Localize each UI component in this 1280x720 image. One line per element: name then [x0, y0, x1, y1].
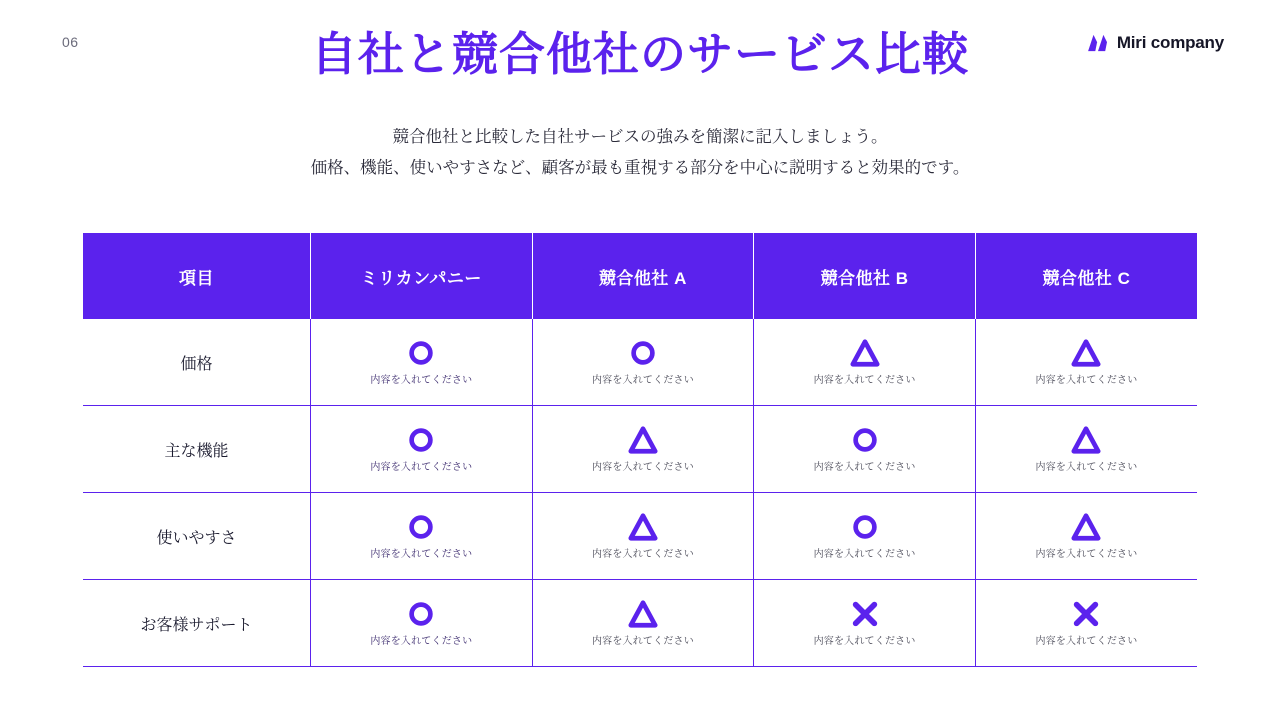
cell-note: 内容を入れてください — [370, 375, 473, 386]
cell-content — [755, 425, 974, 473]
column-header-item: 項目 — [83, 233, 311, 319]
table-row — [83, 319, 1197, 406]
triangle-icon — [1071, 512, 1101, 542]
row-label: 価格 — [83, 319, 311, 406]
brand-name: Miri company — [1116, 33, 1224, 52]
circle-icon — [850, 512, 880, 542]
cell-content — [977, 338, 1196, 386]
cell-content — [755, 512, 974, 560]
column-header-competitor-c: 競合他社 C — [975, 233, 1197, 319]
table-header-row — [83, 233, 1197, 319]
column-header-own-company: ミリカンパニー — [311, 233, 533, 319]
cell-note: 内容を入れてください — [813, 636, 916, 647]
page-title: 自社と競合他社のサービス比較 — [311, 28, 969, 80]
cell-content — [312, 338, 531, 386]
table-cell[interactable] — [754, 493, 976, 580]
table-row — [83, 406, 1197, 493]
column-header-competitor-a: 競合他社 A — [532, 233, 754, 319]
table-cell[interactable] — [975, 493, 1197, 580]
page-number: 06 — [62, 34, 79, 50]
cell-content — [534, 599, 753, 647]
triangle-icon — [1071, 425, 1101, 455]
triangle-icon — [628, 512, 658, 542]
table-cell[interactable] — [754, 319, 976, 406]
circle-icon — [406, 599, 436, 629]
table-cell[interactable] — [532, 406, 754, 493]
cell-content — [312, 599, 531, 647]
cell-content — [534, 425, 753, 473]
cell-note: 内容を入れてください — [370, 549, 473, 560]
row-label: 主な機能 — [83, 406, 311, 493]
comparison-table-container — [83, 233, 1197, 667]
cell-content — [755, 338, 974, 386]
cell-note: 内容を入れてください — [1035, 462, 1138, 473]
cell-content — [312, 512, 531, 560]
cell-note: 内容を入れてください — [591, 636, 694, 647]
cell-content — [977, 425, 1196, 473]
table-cell[interactable] — [975, 580, 1197, 667]
table-cell[interactable] — [532, 580, 754, 667]
cell-note: 内容を入れてください — [1035, 636, 1138, 647]
row-label: 使いやすさ — [83, 493, 311, 580]
triangle-icon — [1071, 338, 1101, 368]
table-row — [83, 493, 1197, 580]
circle-icon — [850, 425, 880, 455]
cell-note: 内容を入れてください — [591, 375, 694, 386]
triangle-icon — [628, 599, 658, 629]
cell-content — [755, 599, 974, 647]
cell-note: 内容を入れてください — [370, 636, 473, 647]
table-cell[interactable] — [975, 406, 1197, 493]
table-cell[interactable] — [754, 406, 976, 493]
subtitle-line-2: 価格、機能、使いやすさなど、顧客が最も重視する部分を中心に説明すると効果的です。 — [310, 158, 970, 177]
circle-icon — [628, 338, 658, 368]
cell-content — [977, 599, 1196, 647]
table-cell[interactable] — [532, 493, 754, 580]
slide-subtitle — [0, 122, 1280, 183]
cell-content — [312, 425, 531, 473]
cell-note: 内容を入れてください — [1035, 375, 1138, 386]
cell-note: 内容を入れてください — [813, 549, 916, 560]
table-cell[interactable] — [532, 319, 754, 406]
circle-icon — [406, 425, 436, 455]
table-cell[interactable] — [754, 580, 976, 667]
table-body — [83, 319, 1197, 667]
cell-content — [534, 338, 753, 386]
cell-note: 内容を入れてください — [591, 549, 694, 560]
table-row — [83, 580, 1197, 667]
cell-note: 内容を入れてください — [591, 462, 694, 473]
triangle-icon — [850, 338, 880, 368]
comparison-table — [83, 233, 1197, 667]
cross-icon — [850, 599, 880, 629]
table-cell[interactable] — [311, 319, 533, 406]
cell-content — [534, 512, 753, 560]
cell-note: 内容を入れてください — [1035, 549, 1138, 560]
triangle-icon — [628, 425, 658, 455]
table-cell[interactable] — [975, 319, 1197, 406]
cell-content — [977, 512, 1196, 560]
cell-note: 内容を入れてください — [813, 462, 916, 473]
cross-icon — [1071, 599, 1101, 629]
row-label: お客様サポート — [83, 580, 311, 667]
table-cell[interactable] — [311, 406, 533, 493]
subtitle-line-1: 競合他社と比較した自社サービスの強みを簡潔に記入しましょう。 — [392, 128, 888, 146]
circle-icon — [406, 512, 436, 542]
table-cell[interactable] — [311, 580, 533, 667]
table-cell[interactable] — [311, 493, 533, 580]
column-header-competitor-b: 競合他社 B — [754, 233, 976, 319]
cell-note: 内容を入れてください — [370, 462, 473, 473]
circle-icon — [406, 338, 436, 368]
cell-note: 内容を入れてください — [813, 375, 916, 386]
